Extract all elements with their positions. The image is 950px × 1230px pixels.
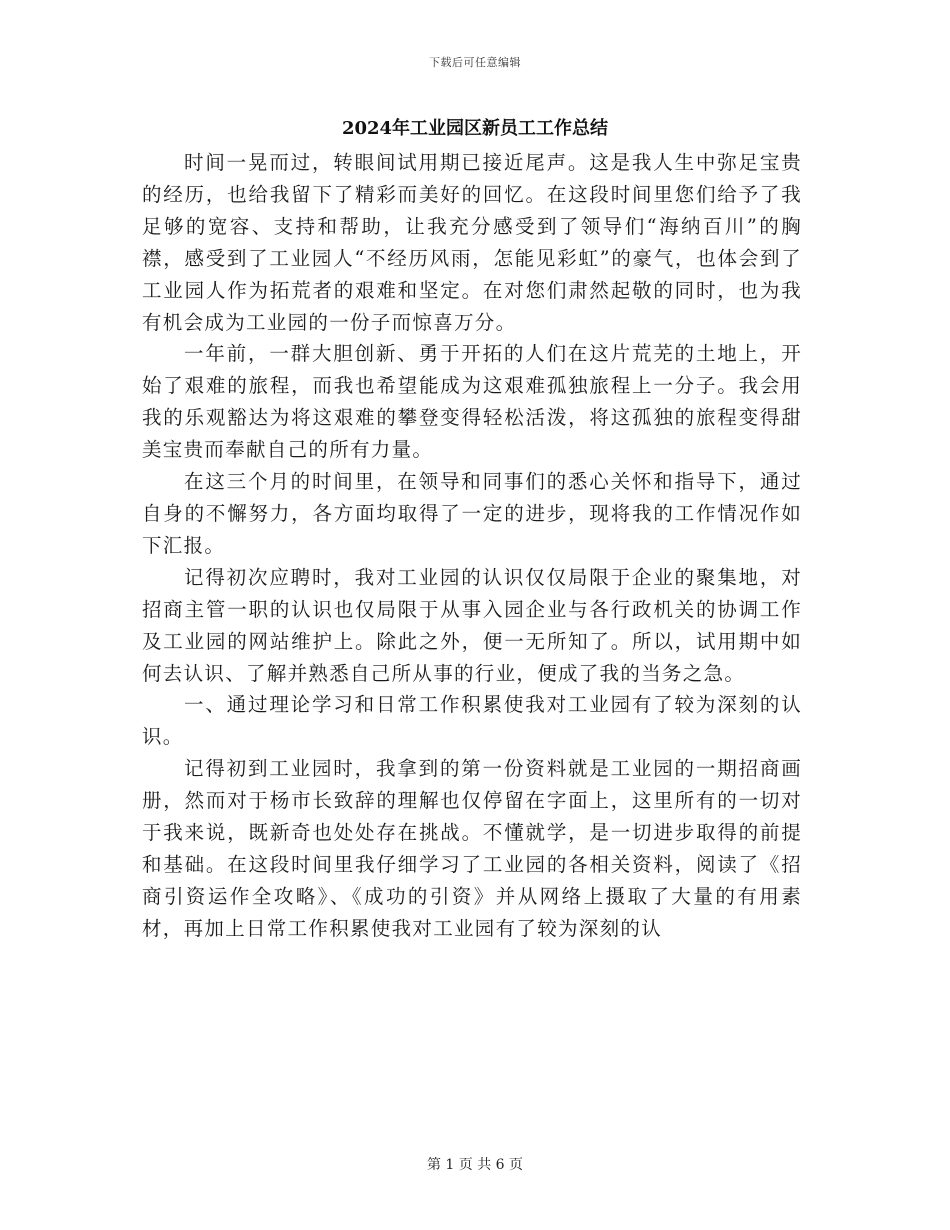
paragraph: 一年前，一群大胆创新、勇于开拓的人们在这片荒芜的土地上，开始了艰难的旅程，而我也希望能成为这艰难孤独旅程上一分子。我会用我的乐观豁达为将这艰难的攀登变得轻松活泼，将这孤独的旅程变得甜美宝贵而奉献自己的所有力量。 xyxy=(142,342,802,462)
document-body xyxy=(142,147,802,945)
page-number: 第 1 页 共 6 页 xyxy=(426,1157,524,1173)
document-title: 2024年工业园区新员工工作总结 xyxy=(341,118,609,139)
paragraph: 时间一晃而过，转眼间试用期已接近尾声。这是我人生中弥足宝贵的经历，也给我留下了精彩而美好的回忆。在这段时间里您们给予了我足够的宽容、支持和帮助，让我充分感受到了领导们“海纳百川”的胸襟，感受到了工业园人“不经历风雨，怎能见彩虹”的豪气，也体会到了工业园人作为拓荒者的艰难和坚定。在对您们肃然起敬的同时，也为我有机会成为工业园的一份子而惊喜万分。 xyxy=(142,151,802,334)
paragraph: 记得初到工业园时，我拿到的第一份资料就是工业园的一期招商画册，然而对于杨市长致辞的理解也仅停留在字面上，这里所有的一切对于我来说，既新奇也处处存在挑战。不懂就学，是一切进步取得的前提和基础。在这段时间里我仔细学习了工业园的各相关资料，阅读了《招商引资运作全攻略》、《成功的引资》并从网络上摄取了大量的有用素材，再加上日常工作积累使我对工业园有了较为深刻的认 xyxy=(142,757,802,940)
section-heading-paragraph: 一、通过理论学习和日常工作积累使我对工业园有了较为深刻的认识。 xyxy=(142,693,802,749)
paragraph: 记得初次应聘时，我对工业园的认识仅仅局限于企业的聚集地，对招商主管一职的认识也仅局限于从事入园企业与各行政机关的协调工作及工业园的网站维护上。除此之外，便一无所知了。所以，试用期中如何去认识、了解并熟悉自己所从事的行业，便成了我的当务之急。 xyxy=(142,565,802,685)
paragraph: 在这三个月的时间里，在领导和同事们的悉心关怀和指导下，通过自身的不懈努力，各方面均取得了一定的进步，现将我的工作情况作如下汇报。 xyxy=(142,470,802,557)
header-note: 下载后可任意编辑 xyxy=(429,56,521,69)
